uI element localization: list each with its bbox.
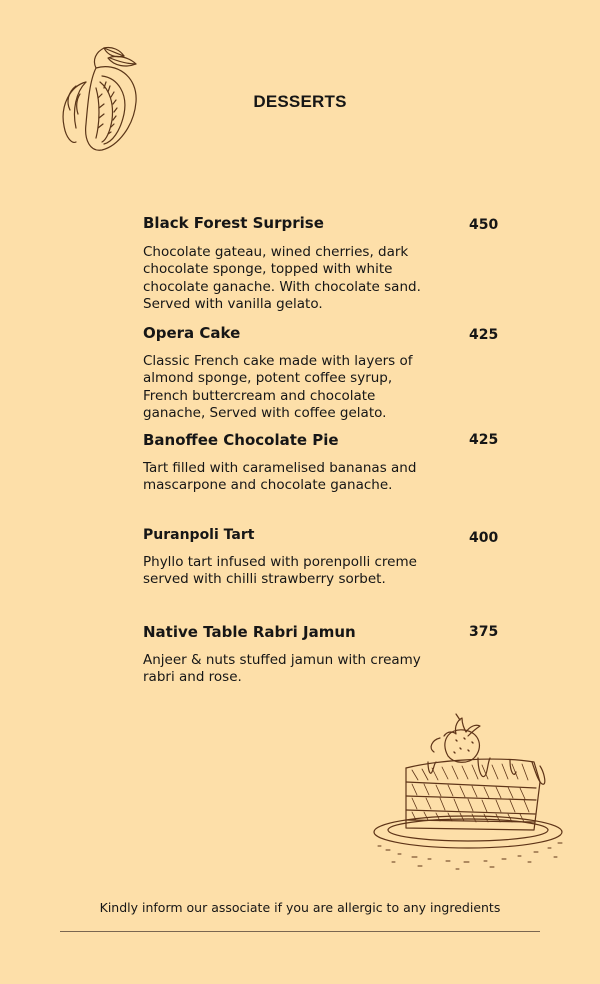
menu-item-price: 425 [469,432,499,448]
menu-item-description: Anjeer & nuts stuffed jamun with creamy rabri and rose. [143,652,421,686]
menu-item-name: Puranpoli Tart [143,527,255,543]
allergy-note: Kindly inform our associate if you are allergic to any ingredients [99,900,501,915]
menu-item-price: 450 [469,217,499,233]
menu-item-name: Opera Cake [143,324,241,342]
menu-item-price: 400 [469,530,499,546]
page-title: DESSERTS [253,92,347,111]
footer-divider [60,931,540,932]
menu-item-name: Banoffee Chocolate Pie [143,431,339,449]
menu-item-description: Phyllo tart infused with porenpolli creme served with chilli strawberry sorbet. [143,554,417,588]
menu-item-price: 425 [469,327,499,343]
menu-item-price: 375 [469,624,499,640]
cake-slice-icon [368,712,570,878]
menu-item-name: Native Table Rabri Jamun [143,623,356,641]
menu-item-name: Black Forest Surprise [143,214,324,232]
menu-item-description: Tart filled with caramelised bananas and mascarpone and chocolate ganache. [143,460,417,494]
menu-item-description: Classic French cake made with layers of almond sponge, potent coffee syrup, French buttercream and chocolate ganache, Served with coffee gelato. [143,353,413,421]
menu-item-description: Chocolate gateau, wined cherries, dark chocolate sponge, topped with white chocolate ganache. With chocolate sand. Served with vanilla gelato. [143,244,421,312]
